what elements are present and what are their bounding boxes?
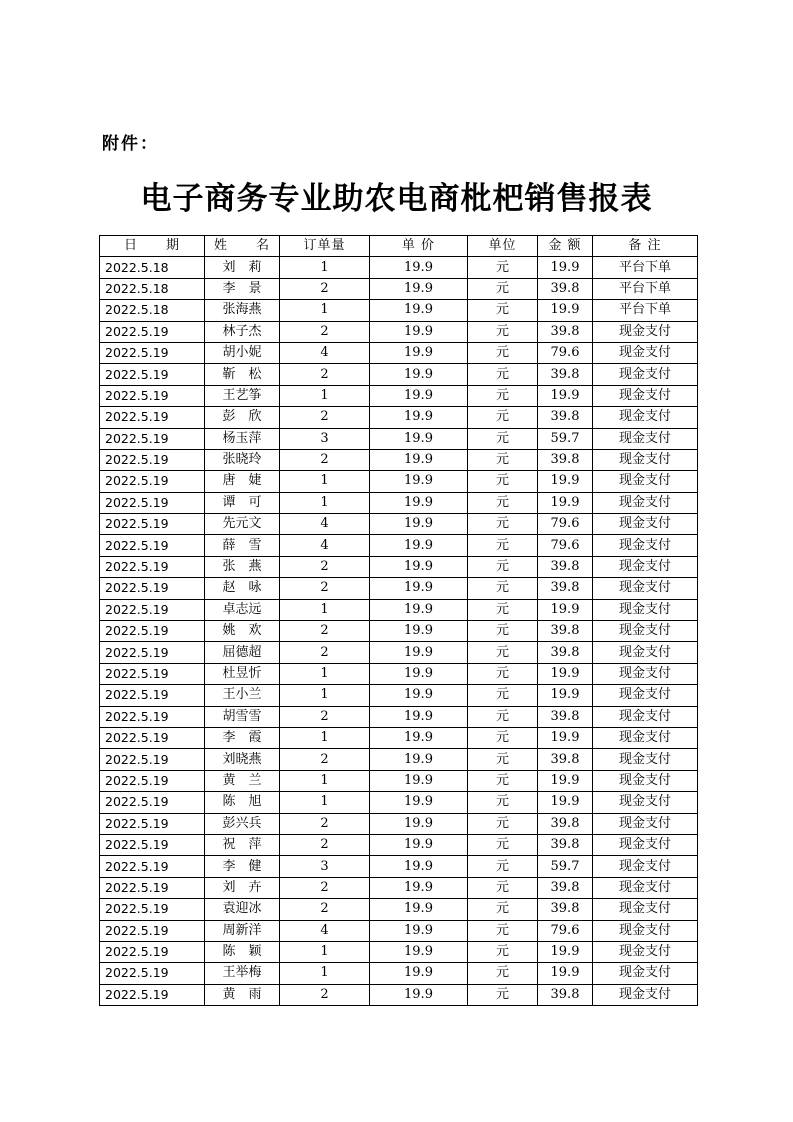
- amount-cell: 19.9: [538, 663, 593, 684]
- price-cell: 19.9: [370, 813, 468, 834]
- note-cell: 现金支付: [593, 685, 698, 706]
- table-row: [100, 556, 698, 577]
- date-cell: 2022.5.19: [100, 342, 205, 363]
- price-cell: 19.9: [370, 899, 468, 920]
- price-cell: 19.9: [370, 300, 468, 321]
- name-cell: 张海燕: [205, 300, 280, 321]
- price-cell: 19.9: [370, 385, 468, 406]
- date-cell: 2022.5.19: [100, 321, 205, 342]
- date-cell: 2022.5.19: [100, 706, 205, 727]
- sales-table: [99, 235, 698, 1006]
- date-cell: 2022.5.19: [100, 642, 205, 663]
- date-cell: 2022.5.19: [100, 963, 205, 984]
- amount-cell: 59.7: [538, 856, 593, 877]
- qty-cell: 3: [280, 428, 370, 449]
- note-cell: 现金支付: [593, 727, 698, 748]
- amount-cell: 19.9: [538, 385, 593, 406]
- name-cell: 黄 雨: [205, 984, 280, 1005]
- qty-cell: 2: [280, 749, 370, 770]
- table-row: [100, 364, 698, 385]
- date-cell: 2022.5.19: [100, 514, 205, 535]
- price-cell: 19.9: [370, 471, 468, 492]
- qty-cell: 2: [280, 642, 370, 663]
- amount-cell: 19.9: [538, 685, 593, 706]
- table-row: [100, 834, 698, 855]
- price-cell: 19.9: [370, 257, 468, 278]
- name-cell: 刘 莉: [205, 257, 280, 278]
- price-cell: 19.9: [370, 599, 468, 620]
- date-cell: 2022.5.19: [100, 792, 205, 813]
- price-cell: 19.9: [370, 770, 468, 791]
- amount-cell: 19.9: [538, 257, 593, 278]
- name-cell: 姚 欢: [205, 621, 280, 642]
- unit-cell: 元: [468, 727, 538, 748]
- note-cell: 现金支付: [593, 792, 698, 813]
- table-row: [100, 727, 698, 748]
- price-cell: 19.9: [370, 342, 468, 363]
- qty-cell: 2: [280, 706, 370, 727]
- qty-cell: 4: [280, 342, 370, 363]
- date-cell: 2022.5.19: [100, 813, 205, 834]
- header-unit: 单位: [468, 236, 538, 257]
- price-cell: 19.9: [370, 984, 468, 1005]
- unit-cell: 元: [468, 920, 538, 941]
- header-name: 姓 名: [205, 236, 280, 257]
- name-cell: 袁迎冰: [205, 899, 280, 920]
- qty-cell: 2: [280, 877, 370, 898]
- unit-cell: 元: [468, 257, 538, 278]
- note-cell: 现金支付: [593, 963, 698, 984]
- qty-cell: 1: [280, 385, 370, 406]
- qty-cell: 2: [280, 364, 370, 385]
- table-row: [100, 792, 698, 813]
- name-cell: 刘晓燕: [205, 749, 280, 770]
- amount-cell: 19.9: [538, 770, 593, 791]
- table-row: [100, 813, 698, 834]
- table-row: [100, 770, 698, 791]
- name-cell: 李 健: [205, 856, 280, 877]
- amount-cell: 19.9: [538, 471, 593, 492]
- name-cell: 先元文: [205, 514, 280, 535]
- name-cell: 刘 卉: [205, 877, 280, 898]
- unit-cell: 元: [468, 984, 538, 1005]
- unit-cell: 元: [468, 792, 538, 813]
- date-cell: 2022.5.19: [100, 599, 205, 620]
- header-amount: 金 额: [538, 236, 593, 257]
- table-row: [100, 941, 698, 962]
- date-cell: 2022.5.19: [100, 407, 205, 428]
- note-cell: 现金支付: [593, 834, 698, 855]
- table-row: [100, 920, 698, 941]
- date-cell: 2022.5.19: [100, 941, 205, 962]
- name-cell: 胡雪雪: [205, 706, 280, 727]
- price-cell: 19.9: [370, 920, 468, 941]
- price-cell: 19.9: [370, 749, 468, 770]
- date-cell: 2022.5.19: [100, 834, 205, 855]
- unit-cell: 元: [468, 899, 538, 920]
- price-cell: 19.9: [370, 963, 468, 984]
- amount-cell: 19.9: [538, 599, 593, 620]
- note-cell: 现金支付: [593, 385, 698, 406]
- date-cell: 2022.5.19: [100, 449, 205, 470]
- note-cell: 现金支付: [593, 492, 698, 513]
- date-cell: 2022.5.19: [100, 492, 205, 513]
- page-title: 电子商务专业助农电商枇杷销售报表: [140, 181, 653, 217]
- price-cell: 19.9: [370, 428, 468, 449]
- date-cell: 2022.5.18: [100, 300, 205, 321]
- date-cell: 2022.5.19: [100, 578, 205, 599]
- name-cell: 王小兰: [205, 685, 280, 706]
- unit-cell: 元: [468, 449, 538, 470]
- table-row: [100, 685, 698, 706]
- note-cell: 现金支付: [593, 407, 698, 428]
- name-cell: 杨玉萍: [205, 428, 280, 449]
- table-row: [100, 535, 698, 556]
- note-cell: 现金支付: [593, 920, 698, 941]
- unit-cell: 元: [468, 364, 538, 385]
- qty-cell: 2: [280, 621, 370, 642]
- table-row: [100, 385, 698, 406]
- name-cell: 卓志远: [205, 599, 280, 620]
- note-cell: 现金支付: [593, 877, 698, 898]
- qty-cell: 1: [280, 770, 370, 791]
- table-row: [100, 278, 698, 299]
- qty-cell: 2: [280, 321, 370, 342]
- qty-cell: 1: [280, 663, 370, 684]
- qty-cell: 4: [280, 535, 370, 556]
- amount-cell: 19.9: [538, 792, 593, 813]
- unit-cell: 元: [468, 428, 538, 449]
- table-row: [100, 578, 698, 599]
- date-cell: 2022.5.19: [100, 727, 205, 748]
- table-row: [100, 407, 698, 428]
- note-cell: 现金支付: [593, 342, 698, 363]
- date-cell: 2022.5.19: [100, 364, 205, 385]
- amount-cell: 19.9: [538, 727, 593, 748]
- unit-cell: 元: [468, 963, 538, 984]
- date-cell: 2022.5.18: [100, 278, 205, 299]
- price-cell: 19.9: [370, 492, 468, 513]
- amount-cell: 59.7: [538, 428, 593, 449]
- unit-cell: 元: [468, 770, 538, 791]
- price-cell: 19.9: [370, 321, 468, 342]
- note-cell: 现金支付: [593, 471, 698, 492]
- qty-cell: 1: [280, 941, 370, 962]
- table-row: [100, 706, 698, 727]
- date-cell: 2022.5.19: [100, 535, 205, 556]
- note-cell: 现金支付: [593, 984, 698, 1005]
- note-cell: 现金支付: [593, 428, 698, 449]
- note-cell: 现金支付: [593, 599, 698, 620]
- unit-cell: 元: [468, 877, 538, 898]
- price-cell: 19.9: [370, 621, 468, 642]
- price-cell: 19.9: [370, 706, 468, 727]
- name-cell: 胡小妮: [205, 342, 280, 363]
- amount-cell: 39.8: [538, 449, 593, 470]
- qty-cell: 1: [280, 685, 370, 706]
- name-cell: 靳 松: [205, 364, 280, 385]
- unit-cell: 元: [468, 407, 538, 428]
- price-cell: 19.9: [370, 877, 468, 898]
- price-cell: 19.9: [370, 278, 468, 299]
- qty-cell: 1: [280, 599, 370, 620]
- qty-cell: 2: [280, 899, 370, 920]
- note-cell: 现金支付: [593, 514, 698, 535]
- name-cell: 王举梅: [205, 963, 280, 984]
- qty-cell: 4: [280, 920, 370, 941]
- unit-cell: 元: [468, 300, 538, 321]
- attachment-label: 附件：: [102, 134, 159, 154]
- note-cell: 现金支付: [593, 663, 698, 684]
- date-cell: 2022.5.19: [100, 621, 205, 642]
- name-cell: 赵 咏: [205, 578, 280, 599]
- unit-cell: 元: [468, 492, 538, 513]
- date-cell: 2022.5.19: [100, 663, 205, 684]
- amount-cell: 79.6: [538, 920, 593, 941]
- price-cell: 19.9: [370, 514, 468, 535]
- date-cell: 2022.5.19: [100, 685, 205, 706]
- qty-cell: 4: [280, 514, 370, 535]
- name-cell: 彭 欣: [205, 407, 280, 428]
- unit-cell: 元: [468, 941, 538, 962]
- date-cell: 2022.5.19: [100, 920, 205, 941]
- note-cell: 现金支付: [593, 556, 698, 577]
- unit-cell: 元: [468, 342, 538, 363]
- amount-cell: 39.8: [538, 321, 593, 342]
- note-cell: 现金支付: [593, 856, 698, 877]
- name-cell: 陈 颖: [205, 941, 280, 962]
- note-cell: 现金支付: [593, 749, 698, 770]
- table-row: [100, 877, 698, 898]
- qty-cell: 2: [280, 278, 370, 299]
- price-cell: 19.9: [370, 556, 468, 577]
- unit-cell: 元: [468, 514, 538, 535]
- unit-cell: 元: [468, 813, 538, 834]
- note-cell: 现金支付: [593, 535, 698, 556]
- amount-cell: 39.8: [538, 407, 593, 428]
- note-cell: 现金支付: [593, 941, 698, 962]
- amount-cell: 19.9: [538, 492, 593, 513]
- table-row: [100, 621, 698, 642]
- unit-cell: 元: [468, 321, 538, 342]
- name-cell: 黄 兰: [205, 770, 280, 791]
- qty-cell: 1: [280, 471, 370, 492]
- qty-cell: 2: [280, 813, 370, 834]
- price-cell: 19.9: [370, 941, 468, 962]
- amount-cell: 39.8: [538, 578, 593, 599]
- table-row: [100, 449, 698, 470]
- unit-cell: 元: [468, 749, 538, 770]
- unit-cell: 元: [468, 556, 538, 577]
- qty-cell: 1: [280, 300, 370, 321]
- table-row: [100, 642, 698, 663]
- qty-cell: 1: [280, 792, 370, 813]
- name-cell: 张 燕: [205, 556, 280, 577]
- table-row: [100, 514, 698, 535]
- name-cell: 陈 旭: [205, 792, 280, 813]
- note-cell: 现金支付: [593, 321, 698, 342]
- date-cell: 2022.5.19: [100, 877, 205, 898]
- amount-cell: 39.8: [538, 278, 593, 299]
- amount-cell: 79.6: [538, 535, 593, 556]
- table-row: [100, 663, 698, 684]
- date-cell: 2022.5.19: [100, 899, 205, 920]
- qty-cell: 2: [280, 407, 370, 428]
- date-cell: 2022.5.19: [100, 770, 205, 791]
- table-row: [100, 257, 698, 278]
- qty-cell: 2: [280, 556, 370, 577]
- unit-cell: 元: [468, 471, 538, 492]
- table-row: [100, 963, 698, 984]
- header-date: 日 期: [100, 236, 205, 257]
- qty-cell: 2: [280, 834, 370, 855]
- date-cell: 2022.5.19: [100, 749, 205, 770]
- price-cell: 19.9: [370, 834, 468, 855]
- amount-cell: 39.8: [538, 364, 593, 385]
- price-cell: 19.9: [370, 364, 468, 385]
- qty-cell: 2: [280, 449, 370, 470]
- name-cell: 周新洋: [205, 920, 280, 941]
- qty-cell: 2: [280, 984, 370, 1005]
- note-cell: 平台下单: [593, 278, 698, 299]
- name-cell: 李 景: [205, 278, 280, 299]
- name-cell: 彭兴兵: [205, 813, 280, 834]
- table-row: [100, 599, 698, 620]
- name-cell: 杜昱忻: [205, 663, 280, 684]
- amount-cell: 19.9: [538, 300, 593, 321]
- table-row: [100, 428, 698, 449]
- unit-cell: 元: [468, 535, 538, 556]
- unit-cell: 元: [468, 856, 538, 877]
- table-row: [100, 471, 698, 492]
- note-cell: 现金支付: [593, 449, 698, 470]
- price-cell: 19.9: [370, 407, 468, 428]
- qty-cell: 3: [280, 856, 370, 877]
- date-cell: 2022.5.19: [100, 984, 205, 1005]
- name-cell: 王艺筝: [205, 385, 280, 406]
- table-row: [100, 984, 698, 1005]
- unit-cell: 元: [468, 385, 538, 406]
- date-cell: 2022.5.19: [100, 856, 205, 877]
- amount-cell: 39.8: [538, 749, 593, 770]
- amount-cell: 19.9: [538, 941, 593, 962]
- note-cell: 现金支付: [593, 899, 698, 920]
- note-cell: 现金支付: [593, 770, 698, 791]
- table-row: [100, 749, 698, 770]
- date-cell: 2022.5.19: [100, 556, 205, 577]
- name-cell: 林子杰: [205, 321, 280, 342]
- date-cell: 2022.5.19: [100, 385, 205, 406]
- qty-cell: 1: [280, 257, 370, 278]
- amount-cell: 79.6: [538, 342, 593, 363]
- name-cell: 唐 婕: [205, 471, 280, 492]
- amount-cell: 39.8: [538, 556, 593, 577]
- note-cell: 现金支付: [593, 813, 698, 834]
- table-row: [100, 856, 698, 877]
- date-cell: 2022.5.19: [100, 471, 205, 492]
- qty-cell: 1: [280, 727, 370, 748]
- amount-cell: 39.8: [538, 642, 593, 663]
- price-cell: 19.9: [370, 642, 468, 663]
- date-cell: 2022.5.19: [100, 428, 205, 449]
- name-cell: 祝 萍: [205, 834, 280, 855]
- table-row: [100, 492, 698, 513]
- amount-cell: 39.8: [538, 813, 593, 834]
- qty-cell: 1: [280, 963, 370, 984]
- unit-cell: 元: [468, 834, 538, 855]
- name-cell: 薛 雪: [205, 535, 280, 556]
- note-cell: 平台下单: [593, 300, 698, 321]
- amount-cell: 39.8: [538, 984, 593, 1005]
- table-header-row: [100, 236, 698, 257]
- qty-cell: 2: [280, 578, 370, 599]
- price-cell: 19.9: [370, 727, 468, 748]
- note-cell: 平台下单: [593, 257, 698, 278]
- qty-cell: 1: [280, 492, 370, 513]
- price-cell: 19.9: [370, 856, 468, 877]
- table-row: [100, 321, 698, 342]
- amount-cell: 39.8: [538, 834, 593, 855]
- unit-cell: 元: [468, 685, 538, 706]
- note-cell: 现金支付: [593, 578, 698, 599]
- unit-cell: 元: [468, 278, 538, 299]
- price-cell: 19.9: [370, 449, 468, 470]
- table-row: [100, 300, 698, 321]
- name-cell: 李 霞: [205, 727, 280, 748]
- name-cell: 屈德超: [205, 642, 280, 663]
- amount-cell: 39.8: [538, 706, 593, 727]
- amount-cell: 39.8: [538, 899, 593, 920]
- unit-cell: 元: [468, 663, 538, 684]
- date-cell: 2022.5.18: [100, 257, 205, 278]
- header-qty: 订单量: [280, 236, 370, 257]
- note-cell: 现金支付: [593, 364, 698, 385]
- table-row: [100, 899, 698, 920]
- header-price: 单 价: [370, 236, 468, 257]
- price-cell: 19.9: [370, 663, 468, 684]
- table-row: [100, 342, 698, 363]
- price-cell: 19.9: [370, 578, 468, 599]
- price-cell: 19.9: [370, 792, 468, 813]
- amount-cell: 39.8: [538, 877, 593, 898]
- note-cell: 现金支付: [593, 706, 698, 727]
- unit-cell: 元: [468, 578, 538, 599]
- unit-cell: 元: [468, 706, 538, 727]
- name-cell: 谭 可: [205, 492, 280, 513]
- note-cell: 现金支付: [593, 621, 698, 642]
- unit-cell: 元: [468, 642, 538, 663]
- amount-cell: 19.9: [538, 963, 593, 984]
- unit-cell: 元: [468, 599, 538, 620]
- header-note: 备 注: [593, 236, 698, 257]
- note-cell: 现金支付: [593, 642, 698, 663]
- amount-cell: 79.6: [538, 514, 593, 535]
- name-cell: 张晓玲: [205, 449, 280, 470]
- price-cell: 19.9: [370, 685, 468, 706]
- amount-cell: 39.8: [538, 621, 593, 642]
- unit-cell: 元: [468, 621, 538, 642]
- price-cell: 19.9: [370, 535, 468, 556]
